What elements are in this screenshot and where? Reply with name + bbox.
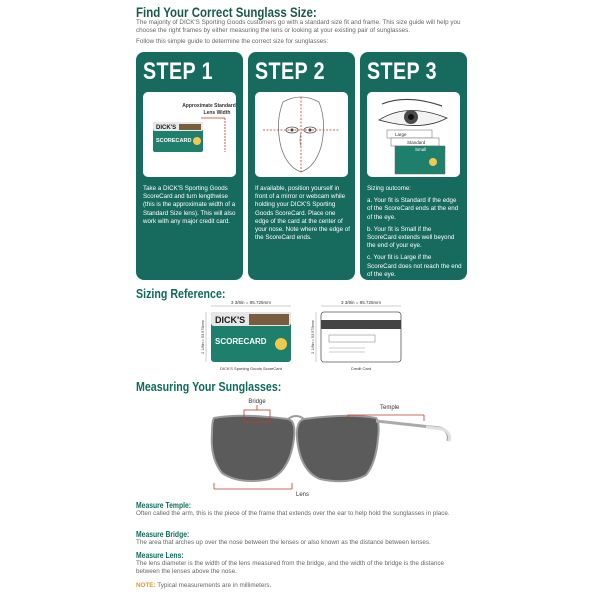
definition-lens-text: The lens diameter is the width of the lens measured from the bridge, and the width of the bridge is the distance between the lenses above the nose. — [136, 560, 445, 575]
card-1-height-label: 2 1/8in = 53.975mm — [201, 320, 205, 354]
step-2-text: If available, position yourself in front of a mirror or webcam while holding your DICK'S Sporting Goods ScoreCard. Place one edge of the card at the center of your nose. Note where the edge of the ScoreCard ends. — [255, 185, 350, 242]
step-2-label: STEP 2 — [255, 58, 325, 85]
definition-temple — [136, 501, 466, 518]
card-2-width-label: 3 3/8in = 85.725mm — [341, 300, 381, 305]
step-3-label: STEP 3 — [367, 58, 437, 85]
step-1-card-brand: DICK'S — [156, 125, 177, 131]
card-1-caption: DICK'S Sporting Goods ScoreCard — [219, 366, 283, 371]
follow-text: Follow this simple guide to determine the correct size for sunglasses: — [136, 38, 329, 45]
step-3-image — [367, 92, 460, 177]
lens-label: Lens — [296, 492, 310, 498]
step-3-line-2: b. Your fit is Small if the ScoreCard extends well beyond the end of your eye. — [367, 225, 455, 250]
left-lens — [212, 416, 295, 481]
definition-temple-text: Often called the arm, this is the piece of the frame that extends over the ear to help hold the sunglasses in place. — [136, 510, 450, 517]
measuring-heading: Measuring Your Sunglasses: — [136, 379, 282, 394]
step-3-label-small: Small — [415, 147, 427, 152]
card-1-width-label: 3 3/8in = 85.725mm — [231, 300, 271, 305]
bridge-label: Bridge — [248, 399, 266, 405]
card-2-height-label: 2 1/8in = 53.975mm — [311, 320, 315, 354]
step-2-panel — [248, 52, 355, 280]
definition-lens — [136, 551, 466, 576]
step-1-caption-line1: Approximate Standard — [182, 103, 236, 109]
step-3-text — [367, 185, 462, 283]
definition-temple-heading: Measure Temple: — [136, 501, 192, 510]
step-1-panel — [136, 52, 243, 280]
step-3-label-standard: Standard — [407, 140, 426, 145]
step-3-line-0: Sizing outcome: — [367, 185, 412, 192]
temple-arm — [376, 421, 448, 441]
temple-label: Temple — [380, 405, 400, 411]
step-3-line-3: c. Your fit is Large if the ScoreCard does not reach the end of the eye. — [367, 254, 462, 278]
definition-bridge-text: The area that arches up over the nose between the lenses or also known as the distance between lenses. — [136, 539, 431, 546]
step-1-label: STEP 1 — [143, 58, 213, 85]
step-3-label-large: Large — [395, 132, 407, 137]
definition-lens-heading: Measure Lens: — [136, 551, 184, 560]
step-1-card-name: SCORECARD — [156, 138, 192, 144]
definition-bridge-heading: Measure Bridge: — [136, 530, 190, 539]
intro-text: The majority of DICK'S Sporting Goods customers go with a standard size fit and frame. This size guide will help you choose the right frames by either measuring the lens or looking at your existing pair of sunglasses. — [136, 19, 461, 34]
sizing-reference-heading: Sizing Reference: — [136, 286, 226, 301]
card-2-caption: Credit Card — [350, 366, 372, 371]
card-1-brand: DICK'S — [215, 315, 246, 325]
page-title: Find Your Correct Sunglass Size: — [136, 4, 317, 20]
note-text: Typical measurements are in millimeters. — [157, 582, 272, 589]
step-1-text: Take a DICK'S Sporting Goods ScoreCard and turn lengthwise (this is the approximate width of a Standard Size lens). This will also work with any major credit card. — [143, 185, 236, 225]
note — [136, 582, 271, 589]
step-1-image — [143, 92, 236, 177]
definition-bridge — [136, 530, 466, 547]
sunglasses-diagram — [200, 393, 460, 503]
note-label: NOTE: — [136, 582, 156, 589]
right-lens — [297, 416, 379, 482]
card-1-name: SCORECARD — [215, 337, 267, 346]
step-2-image — [255, 92, 348, 177]
step-3-line-1: a. Your fit is Standard if the edge of the ScoreCard ends at the end of the eye. — [367, 197, 459, 221]
sizing-reference-graphic — [195, 298, 405, 376]
step-1-caption-line2: Lens Width — [203, 110, 231, 116]
step-3-panel — [360, 52, 467, 280]
